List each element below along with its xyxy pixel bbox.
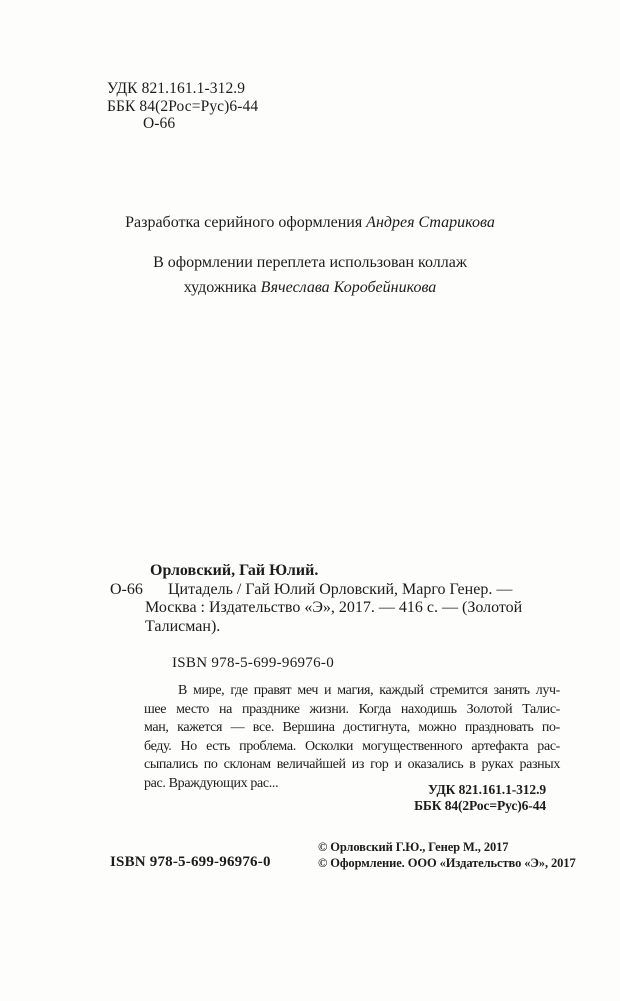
catalog-line: Талисман). (145, 617, 221, 635)
catalog-description (145, 581, 570, 637)
catalog-author-header: Орловский, Гай Юлий. (150, 562, 319, 579)
series-designer-name: Андрея Старикова (366, 214, 495, 231)
collage-credit (0, 251, 620, 300)
copyright-block (318, 840, 576, 871)
catalog-card (110, 562, 570, 636)
udk-code: УДК 821.161.1-312.9 (107, 80, 246, 97)
author-sign-code: О-66 (143, 115, 176, 132)
catalog-code-label: О-66 (110, 580, 143, 598)
annotation-line: рас. Враждующих рас... (144, 775, 279, 791)
catalog-line: Цитадель / Гай Юлий Орловский, Марго Генер. — (168, 580, 513, 598)
isbn-footer: ISBN 978-5-699-96976-0 (110, 854, 271, 870)
catalog-line: Москва : Издательство «Э», 2017. — 416 с. — (Золотой (145, 599, 523, 616)
copyright-publisher: © Оформление. ООО «Издательство «Э», 2017 (318, 855, 576, 870)
annotation (144, 682, 560, 793)
copyright-author: © Орловский Г.Ю., Генер М., 2017 (318, 840, 509, 854)
catalog-entry (110, 581, 570, 637)
collage-credit-prefix: художника (183, 278, 261, 296)
annotation-line: В мире, где правят меч и магия, каждый стремится занять луч- (178, 683, 560, 698)
isbn-catalog: ISBN 978-5-699-96976-0 (172, 655, 335, 671)
annotation-line: шее место на празднике жизни. Когда находишь Золотой Талис- (144, 701, 560, 717)
bbk-code: ББК 84(2Рос=Рус)6-44 (107, 97, 259, 115)
collage-credit-line1: В оформлении переплета использован коллаж (153, 254, 467, 271)
annotation-line: сыпались по склонам величайшей из гор и оказались в руках разных (144, 757, 560, 772)
top-classification-codes (107, 80, 258, 133)
udk-code-bottom: УДК 821.161.1-312.9 (428, 782, 546, 797)
series-design-credit-text: Разработка серийного оформления (125, 214, 367, 231)
collage-artist-name: Вячеслава Коробейникова (260, 278, 437, 296)
collage-credit-line2 (0, 276, 620, 301)
annotation-line: беду. Но есть проблема. Осколки могущественного артефакта рас- (144, 738, 560, 754)
annotation-line: ман, кажется — все. Вершина достигнута, можно праздновать по- (144, 720, 560, 735)
bbk-code-bottom: ББК 84(2Рос=Рус)6-44 (414, 797, 546, 813)
bottom-classification-codes (414, 782, 546, 813)
series-design-credit (0, 214, 620, 232)
